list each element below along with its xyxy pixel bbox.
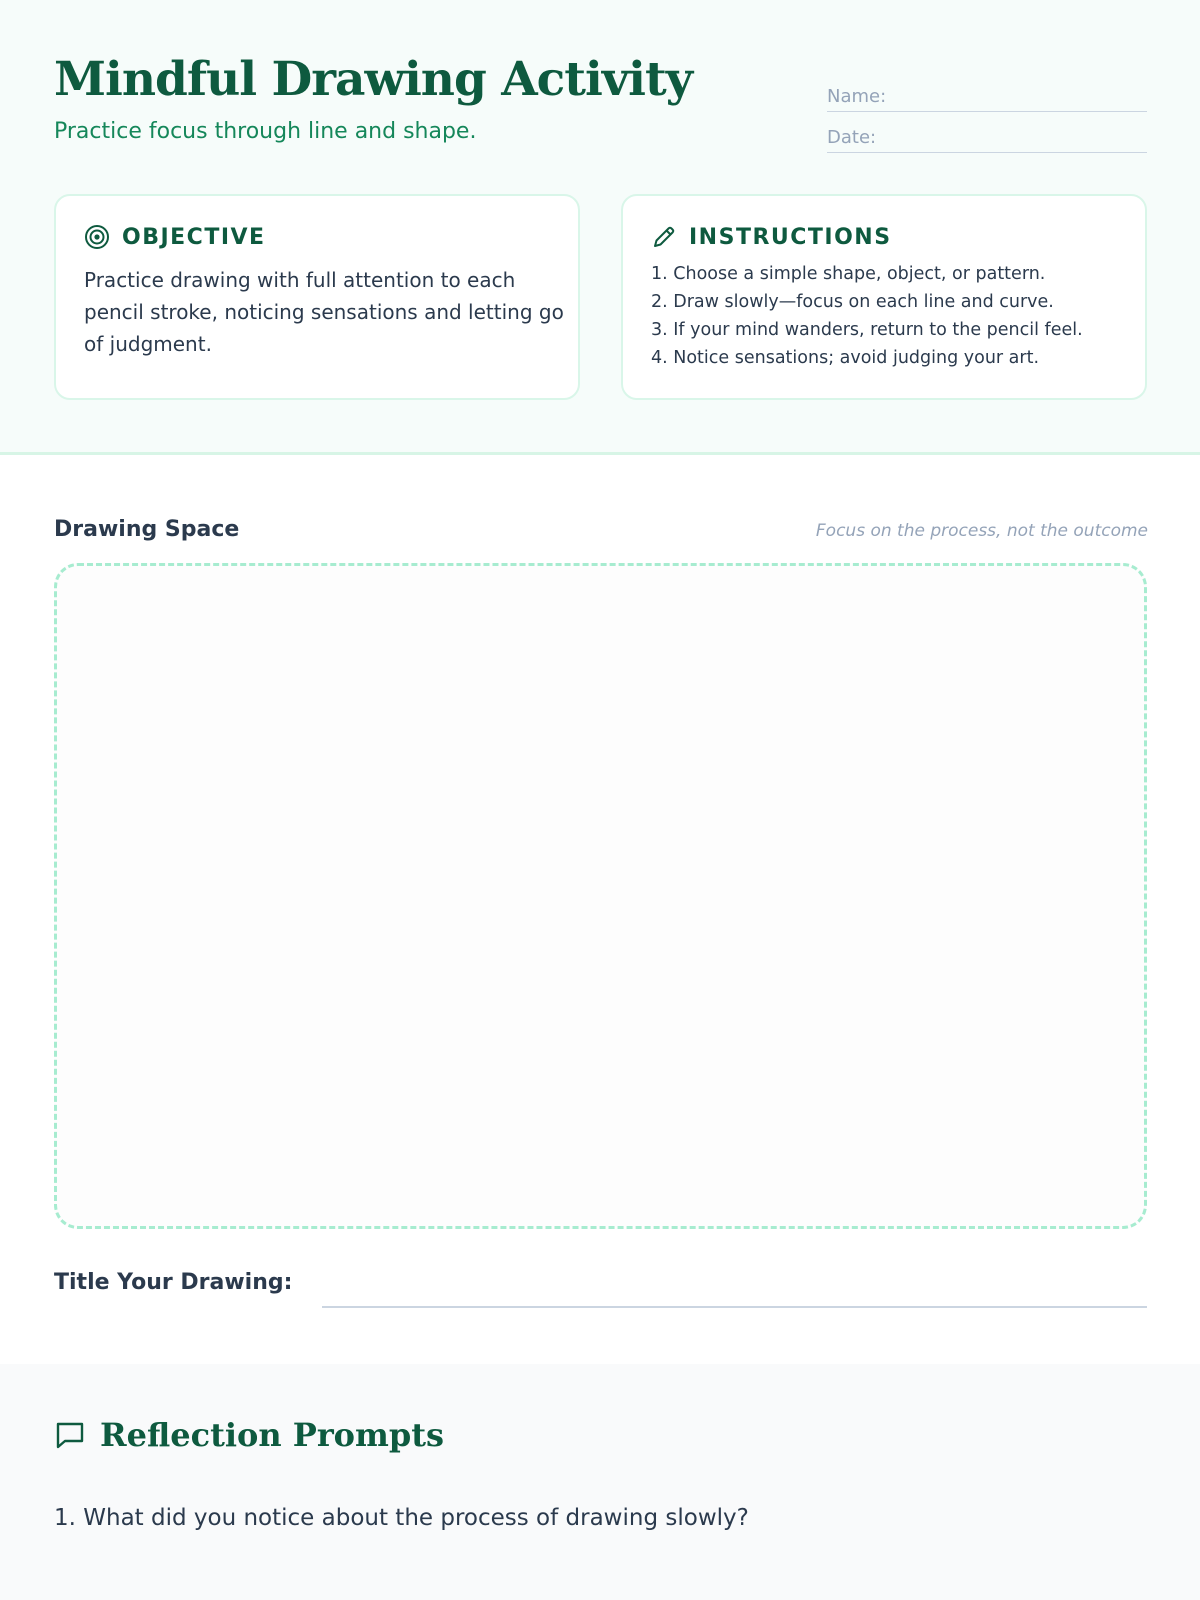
- reflection-section: [0, 1364, 1200, 1600]
- page-subtitle: Practice focus through line and shape.: [54, 119, 477, 144]
- page-title: Mindful Drawing Activity: [54, 52, 693, 107]
- instruction-step: 3. If your mind wanders, return to the pencil feel.: [651, 320, 1083, 340]
- name-field[interactable]: [827, 84, 1147, 112]
- instruction-step: 2. Draw slowly—focus on each line and curve.: [651, 292, 1054, 312]
- objective-card: [54, 194, 580, 400]
- drawing-area[interactable]: [54, 563, 1147, 1229]
- drawing-space-hint: Focus on the process, not the outcome: [815, 521, 1148, 541]
- instructions-heading: [651, 224, 892, 250]
- name-label: Name:: [827, 86, 887, 107]
- drawing-space-label: Drawing Space: [54, 517, 240, 542]
- objective-heading: [84, 224, 266, 250]
- objective-title: OBJECTIVE: [122, 224, 266, 250]
- target-icon: [84, 224, 110, 250]
- reflection-heading: [54, 1416, 444, 1454]
- date-label: Date:: [827, 127, 877, 148]
- instruction-step: 4. Notice sensations; avoid judging your art.: [651, 348, 1040, 368]
- pencil-icon: [651, 224, 677, 250]
- instruction-step: 1. Choose a simple shape, object, or pattern.: [651, 264, 1046, 284]
- objective-text: Practice drawing with full attention to each pencil stroke, noticing sensations and letting go of judgment.: [84, 268, 564, 356]
- speech-bubble-icon: [54, 1419, 86, 1451]
- instructions-list: [651, 260, 1083, 372]
- reflection-prompts: [54, 1505, 749, 1531]
- drawing-title-label: Title Your Drawing:: [54, 1270, 293, 1295]
- reflection-title: Reflection Prompts: [100, 1416, 445, 1454]
- reflection-prompt: 1. What did you notice about the process of drawing slowly?: [54, 1505, 749, 1531]
- worksheet-header: [0, 0, 1200, 455]
- drawing-title-field[interactable]: [322, 1306, 1147, 1308]
- date-field[interactable]: [827, 125, 1147, 153]
- instructions-title: INSTRUCTIONS: [689, 224, 892, 250]
- instructions-card: [621, 194, 1147, 400]
